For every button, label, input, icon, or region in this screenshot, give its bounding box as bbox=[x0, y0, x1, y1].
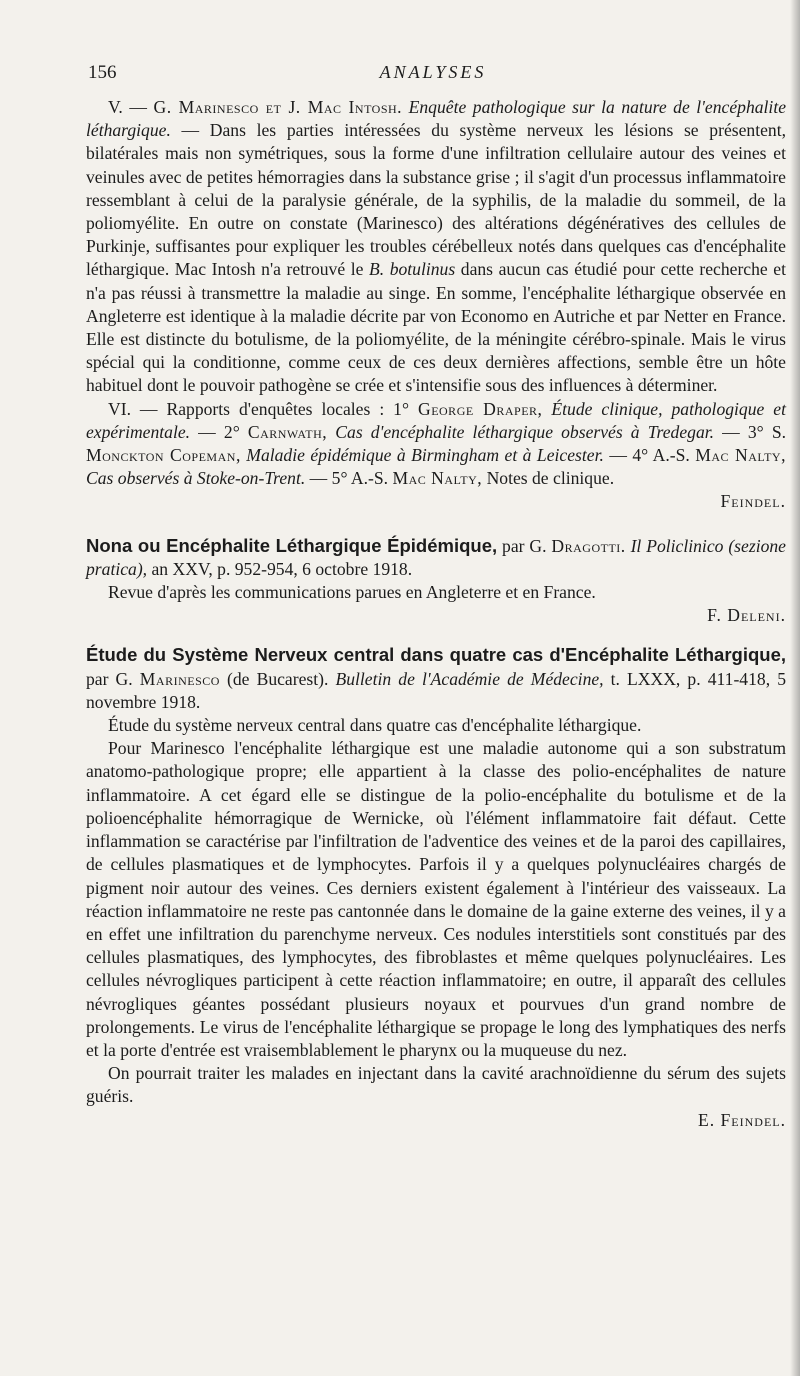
report-2-title: Cas d'encéphalite léthargique observés à Tredegar. bbox=[327, 421, 715, 442]
article-nona-journal: Il Policlinico (sezione pratica), bbox=[86, 535, 786, 579]
report-2-author: Carnwath, bbox=[247, 421, 328, 442]
section-vi-paragraph: VI. — Rapports d'enquêtes locales : 1° George Draper, Étude clinique, pathologique et expérimentale. — 2° Carnwath, Cas d'encéphalite léthargique observés à Tredegar. — 3° S. Monckton Copeman, Maladie épidémique à Birmingham et à Leicester. — 4° A.-S. Mac Nalty, Cas observés à Stoke-on-Trent. — 5° A.-S. Mac Nalty, Notes de clinique. bbox=[86, 398, 787, 489]
article-etude-paragraph-2: Pour Marinesco l'encéphalite léthargique est une maladie autonome qui a son substratum anatomo-pathologique propre; elle appartient à la classe des polio-encéphalites de nature inflammatoire. A cet égard elle se distingue de la polio-encéphalite du botulisme et de la polioencéphalite hémorragique de Wernicke, où l'élément inflammatoire fait défaut. Cette inflammation se caractérise par l'infiltration de l'adventice des veines et de la paroi des capillaires, de cellules plasmatiques et de lymphocytes. Parfois il y a quelques polynucléaires chargés de pigment noir autour des veines. Ces derniers existent également à l'intérieur des vaisseaux. La réaction inflammatoire ne reste pas cantonnée dans le domaine de la gaine externe des veines, il y a en effet une infiltration du parenchyme nerveux. Ces nodules interstitiels sont constitués par des cellules plasmatiques, des lymphocytes, des fibroblastes et même quelques polynucléaires. Les cellules névrogliques participent à cette réaction inflammatoire; en outre, il apparaît des cellules névrogliques géantes possédant plusieurs noyaux et pourvues d'un grand nombre de prolongements. Le virus de l'encéphalite léthargique se propage le long des lymphatiques des nerfs et la porte d'entrée est vraisemblablement le pharynx ou la muqueuse du nez. bbox=[86, 738, 786, 1060]
article-etude-title: Étude du Système Nerveux central dans quatre cas d'Encéphalite Léthargique, bbox=[86, 644, 786, 666]
signature-deleni: F. Deleni. bbox=[707, 605, 786, 626]
section-v-number: V. bbox=[108, 97, 123, 117]
article-nona-author: Dragotti. bbox=[551, 535, 626, 556]
report-1-title: Étude clinique, pathologique et expérimentale. bbox=[86, 398, 786, 442]
organism-name: B. botulinus bbox=[368, 259, 456, 280]
signature-feindel-1: Feindel. bbox=[720, 491, 786, 512]
page-number: 156 bbox=[88, 62, 117, 83]
section-v-paragraph: V. — G. Marinesco et J. Mac Intosh. Enquête pathologique sur la nature de l'encéphalite léthargique. — Dans les parties intéressées du système nerveux les lésions se présentent, bilatérales mais non symétriques, sous la forme d'une infiltration cellulaire autour des veines et veinules avec de petites hémorragies dans la substance grise ; il s'agit d'un processus inflammatoire ressemblant à celui de la paralysie générale, de la syphilis, de la maladie du sommeil, de la poliomyélite. En outre on constate (Marinesco) des altérations dégénératives des cellules de Purkinje, suffisantes pour expliquer les troubles cérébelleux notés dans quelques cas d'encéphalite léthargique. Mac Intosh n'a retrouvé le B. botulinus dans aucun cas étudié pour cette recherche et n'a pas réussi à transmettre la maladie au singe. En somme, l'encéphalite léthargique observée en Angleterre est identique à la maladie décrite par von Economo en Autriche et par Netter en France. Elle est distincte du botulisme, de la poliomyélite, de la méningite cérébro-spinale. Mais le virus spécial qui la conditionne, comme ceux de ces deux dernières affections, semble être un hôte habituel dont le pouvoir pathogène se crée et s'intensifie sous des influences à déterminer. bbox=[86, 97, 787, 396]
report-3-title: Maladie épidémique à Birmingham et à Leicester. bbox=[240, 445, 604, 466]
article-etude-paragraph-1: Étude du système nerveux central dans quatre cas d'encéphalite léthargique. bbox=[108, 715, 642, 736]
article-etude-details: t. LXXX, p. 411-418, 5 novembre 1918. bbox=[86, 668, 786, 712]
report-4-author: Mac Nalty, bbox=[695, 445, 787, 466]
article-nona-heading: Nona ou Encéphalite Léthargique Épidémique, par G. Dragotti. Il Policlinico (sezione pratica), an XXV, p. 952-954, 6 octobre 1918. bbox=[86, 534, 786, 579]
section-v-body-a: — Dans les parties intéressées du système nerveux les lésions se présentent, bilatérales mais non symétriques, sous la forme d'une infiltration cellulaire autour des veines et veinules avec de petites hémorragies dans la substance grise ; il s'agit d'un processus inflammatoire ressemblant à celui de la paralysie générale, de la syphilis, de la maladie du sommeil, de la poliomyélite. En outre on constate (Marinesco) des altérations dégénératives des cellules de Purkinje, suffisantes pour expliquer les troubles cérébelleux notés dans quelques cas d'encéphalite léthargique. Mac Intosh n'a retrouvé le bbox=[86, 120, 786, 280]
signature-feindel-2: E. Feindel. bbox=[697, 1109, 786, 1130]
report-5-title: Notes de clinique. bbox=[482, 468, 615, 489]
section-v-body-b: dans aucun cas étudié pour cette recherche et n'a pas réussi à transmettre la maladie au singe. En somme, l'encéphalite léthargique observée en Angleterre est identique à la maladie décrite par von Economo en Autriche et par Netter en France. Elle est distincte du botulisme, de la poliomyélite, de la méningite cérébro-spinale. Mais le virus spécial qui la conditionne, comme ceux de ces deux dernières affections, semble être un hôte habituel dont le pouvoir pathogène se crée et s'intensifie sous des influences à déterminer. bbox=[86, 259, 786, 396]
page-edge-shadow bbox=[790, 0, 800, 1376]
report-3-author: Monckton Copeman, bbox=[86, 445, 241, 466]
section-v-title: Enquête pathologique sur la nature de l'encéphalite léthargique. bbox=[86, 97, 787, 141]
article-etude-author: Marinesco bbox=[139, 668, 220, 689]
article-nona-title: Nona ou Encéphalite Léthargique Épidémique, bbox=[86, 534, 498, 556]
article-nona-details: an XXV, p. 952-954, 6 octobre 1918. bbox=[147, 558, 413, 579]
page-header bbox=[88, 62, 778, 92]
page-body bbox=[86, 96, 786, 1132]
report-4-title: Cas observés à Stoke-on-Trent. bbox=[86, 468, 306, 489]
report-5-author: Mac Nalty, bbox=[392, 468, 483, 489]
running-title: ANALYSES bbox=[379, 62, 487, 82]
section-v-authors: G. Marinesco et J. Mac Intosh. bbox=[153, 97, 403, 117]
article-etude-heading: Étude du Système Nerveux central dans quatre cas d'Encéphalite Léthargique, par G. Marinesco (de Bucarest). Bulletin de l'Académie de Médecine, t. LXXX, p. 411-418, 5 novembre 1918. bbox=[86, 644, 786, 712]
article-etude-journal: Bulletin de l'Académie de Médecine, bbox=[328, 668, 604, 689]
article-etude-paragraph-3: On pourrait traiter les malades en injectant dans la cavité arachnoïdienne du sérum des sujets guéris. bbox=[86, 1063, 786, 1107]
article-etude-affiliation: (de Bucarest). bbox=[219, 668, 329, 689]
report-1-author: George Draper, bbox=[417, 398, 543, 419]
article-nona-body: Revue d'après les communications parues en Angleterre et en France. bbox=[108, 582, 596, 603]
